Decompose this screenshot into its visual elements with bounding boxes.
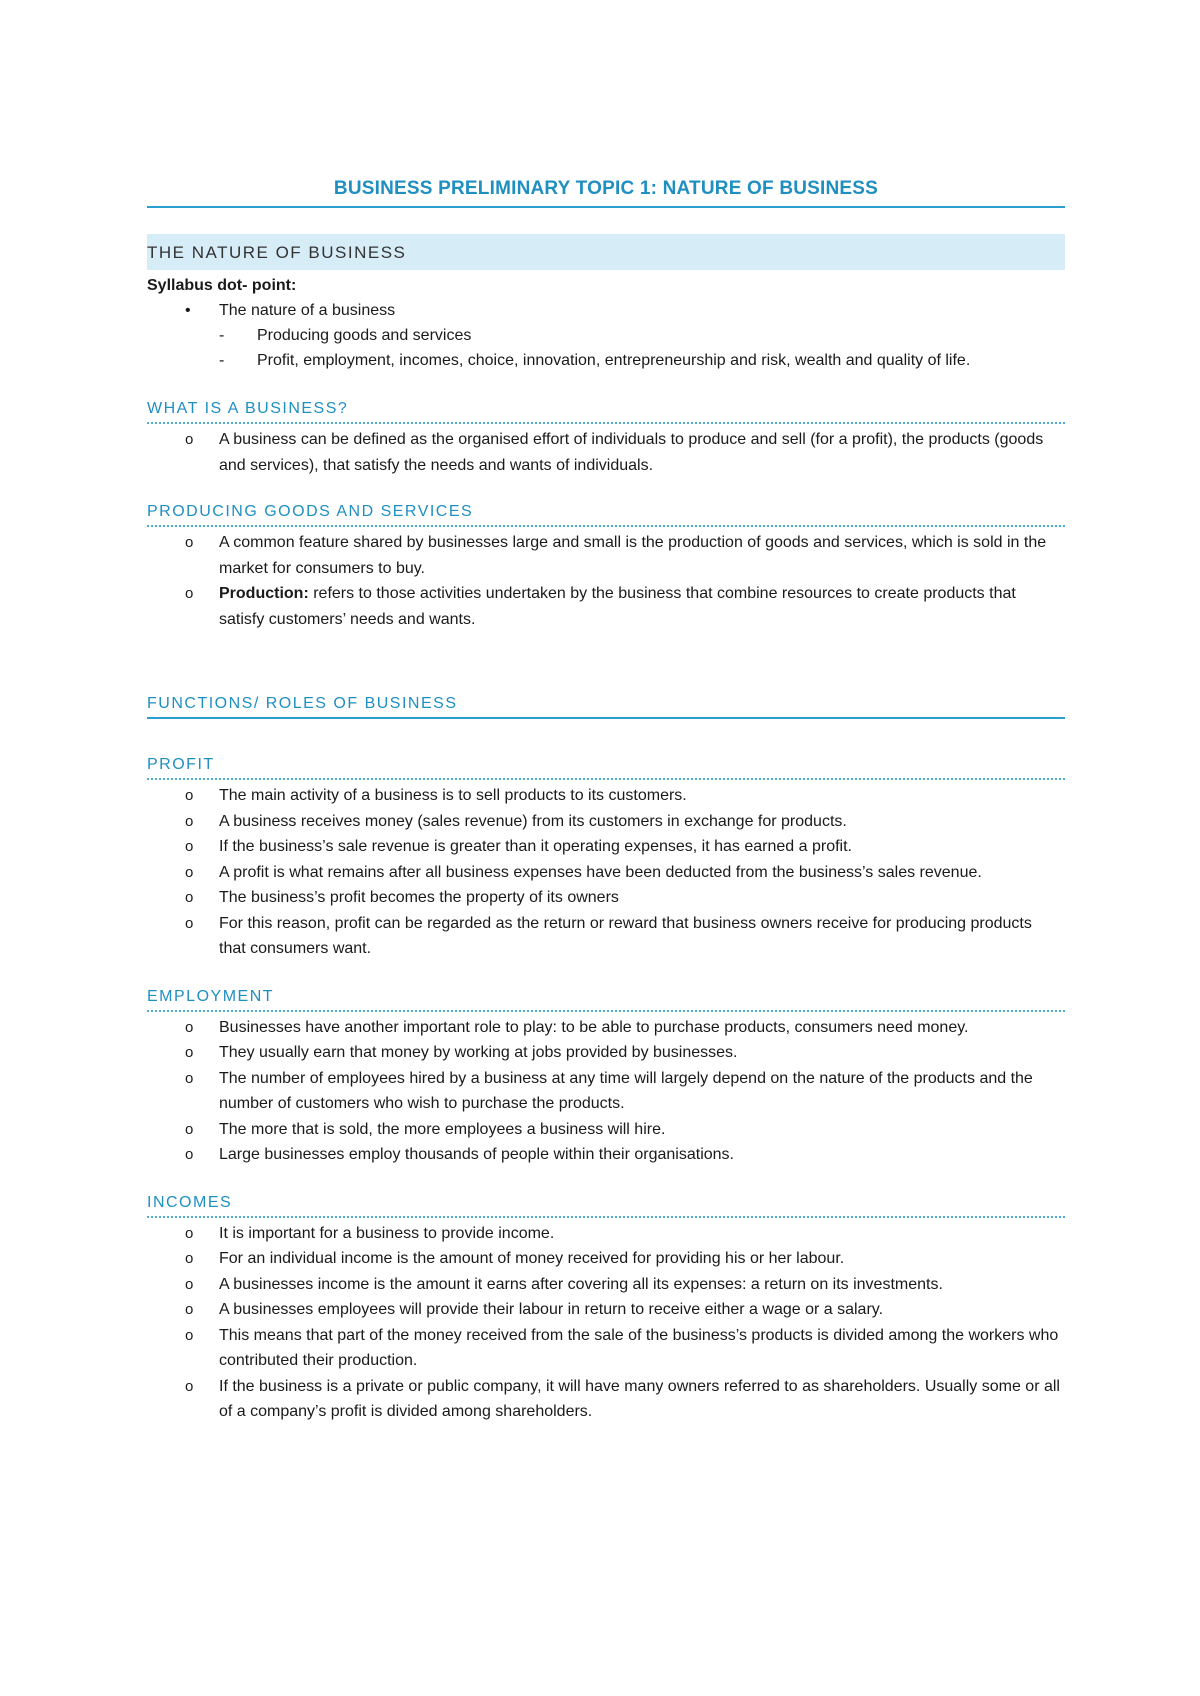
producing-heading: PRODUCING GOODS AND SERVICES [147,500,1065,527]
bullet-text: The nature of a business [219,302,396,319]
list-item: o For an individual income is the amount of money received for providing his or her labour. [147,1246,1065,1272]
syllabus-bullet [147,298,1065,323]
list-item: o The business’s profit becomes the property of its owners [147,885,1065,911]
list-item: o A profit is what remains after all business expenses have been deducted from the business’s sales revenue. [147,860,1065,886]
circle-bullet-icon: o [185,1377,194,1395]
dash-icon: - [219,327,225,344]
circle-bullet-icon: o [185,1069,194,1087]
nature-heading: THE NATURE OF BUSINESS [147,234,1065,270]
production-definition: refers to those activities undertaken by the business that combine resources to create products that satisfy customers’ needs and wants. [219,585,1016,628]
circle-bullet-icon: o [185,1018,194,1036]
list-item: o A businesses employees will provide their labour in return to receive either a wage or a salary. [147,1297,1065,1323]
list-item: o Businesses have another important role to play: to be able to purchase products, consumers need money. [147,1015,1065,1041]
list-item: o It is important for a business to provide income. [147,1221,1065,1247]
list-item: o If the business is a private or public company, it will have many owners referred to as shareholders. Usually some or all of a company’s profit is divided among shareholders. [147,1374,1065,1425]
list-item: o The number of employees hired by a business at any time will largely depend on the nature of the products and the number of customers who wish to purchase the products. [147,1066,1065,1117]
list-item: o Large businesses employ thousands of people within their organisations. [147,1142,1065,1168]
list-item: o A business receives money (sales revenue) from its customers in exchange for products. [147,809,1065,835]
dash-text: Producing goods and services [257,327,472,344]
circle-bullet-icon: o [185,1224,194,1242]
circle-bullet-icon: o [185,1146,194,1163]
profit-list [147,783,1065,962]
list-item: o A common feature shared by businesses large and small is the production of goods and services, which is sold in the market for consumers to buy. [147,530,1065,581]
list-item: o They usually earn that money by working at jobs provided by businesses. [147,1040,1065,1066]
bullet-icon: • [185,302,191,319]
circle-bullet-icon: o [185,534,194,551]
document-content [147,178,1065,1425]
employment-list [147,1015,1065,1168]
circle-bullet-icon: o [185,431,194,448]
syllabus-dash [147,348,1065,373]
profit-heading: PROFIT [147,753,1065,780]
list-item: o This means that part of the money received from the sale of the business’s products is divided among the workers who contributed their production. [147,1323,1065,1374]
what-heading: WHAT IS A BUSINESS? [147,397,1065,424]
incomes-list [147,1221,1065,1425]
dash-icon: - [219,352,225,369]
list-item: o The more that is sold, the more employees a business will hire. [147,1117,1065,1143]
circle-bullet-icon: o [185,863,194,881]
circle-bullet-icon: o [185,889,194,906]
circle-bullet-icon: o [185,1250,194,1267]
list-item: o For this reason, profit can be regarded as the return or reward that business owners receive for producing products that consumers want. [147,911,1065,962]
list-item: o A business can be defined as the organised effort of individuals to produce and sell (for a profit), the products (goods and services), that satisfy the needs and wants of individuals. [147,427,1065,478]
circle-bullet-icon: o [185,585,194,602]
list-item: o If the business’s sale revenue is greater than it operating expenses, it has earned a profit. [147,834,1065,860]
circle-bullet-icon: o [185,1301,194,1318]
circle-bullet-icon: o [185,1044,194,1061]
list-item [147,581,1065,632]
incomes-heading: INCOMES [147,1191,1065,1218]
circle-bullet-icon: o [185,1275,194,1293]
functions-heading: FUNCTIONS/ ROLES OF BUSINESS [147,692,1065,719]
circle-bullet-icon: o [185,1326,194,1344]
what-list [147,427,1065,478]
producing-list [147,530,1065,632]
circle-bullet-icon: o [185,787,194,804]
circle-bullet-icon: o [185,914,194,932]
employment-heading: EMPLOYMENT [147,985,1065,1012]
syllabus-dash [147,323,1065,348]
circle-bullet-icon: o [185,838,194,855]
circle-bullet-icon: o [185,1120,194,1138]
syllabus-label: Syllabus dot- point: [147,277,297,294]
dash-text: Profit, employment, incomes, choice, innovation, entrepreneurship and risk, wealth and quality of life. [257,352,971,369]
production-term: Production: [219,585,309,602]
circle-bullet-icon: o [185,812,194,830]
list-item: o A businesses income is the amount it earns after covering all its expenses: a return on its investments. [147,1272,1065,1298]
document-title: BUSINESS PRELIMINARY TOPIC 1: NATURE OF BUSINESS [147,178,1065,208]
list-item: o The main activity of a business is to sell products to its customers. [147,783,1065,809]
